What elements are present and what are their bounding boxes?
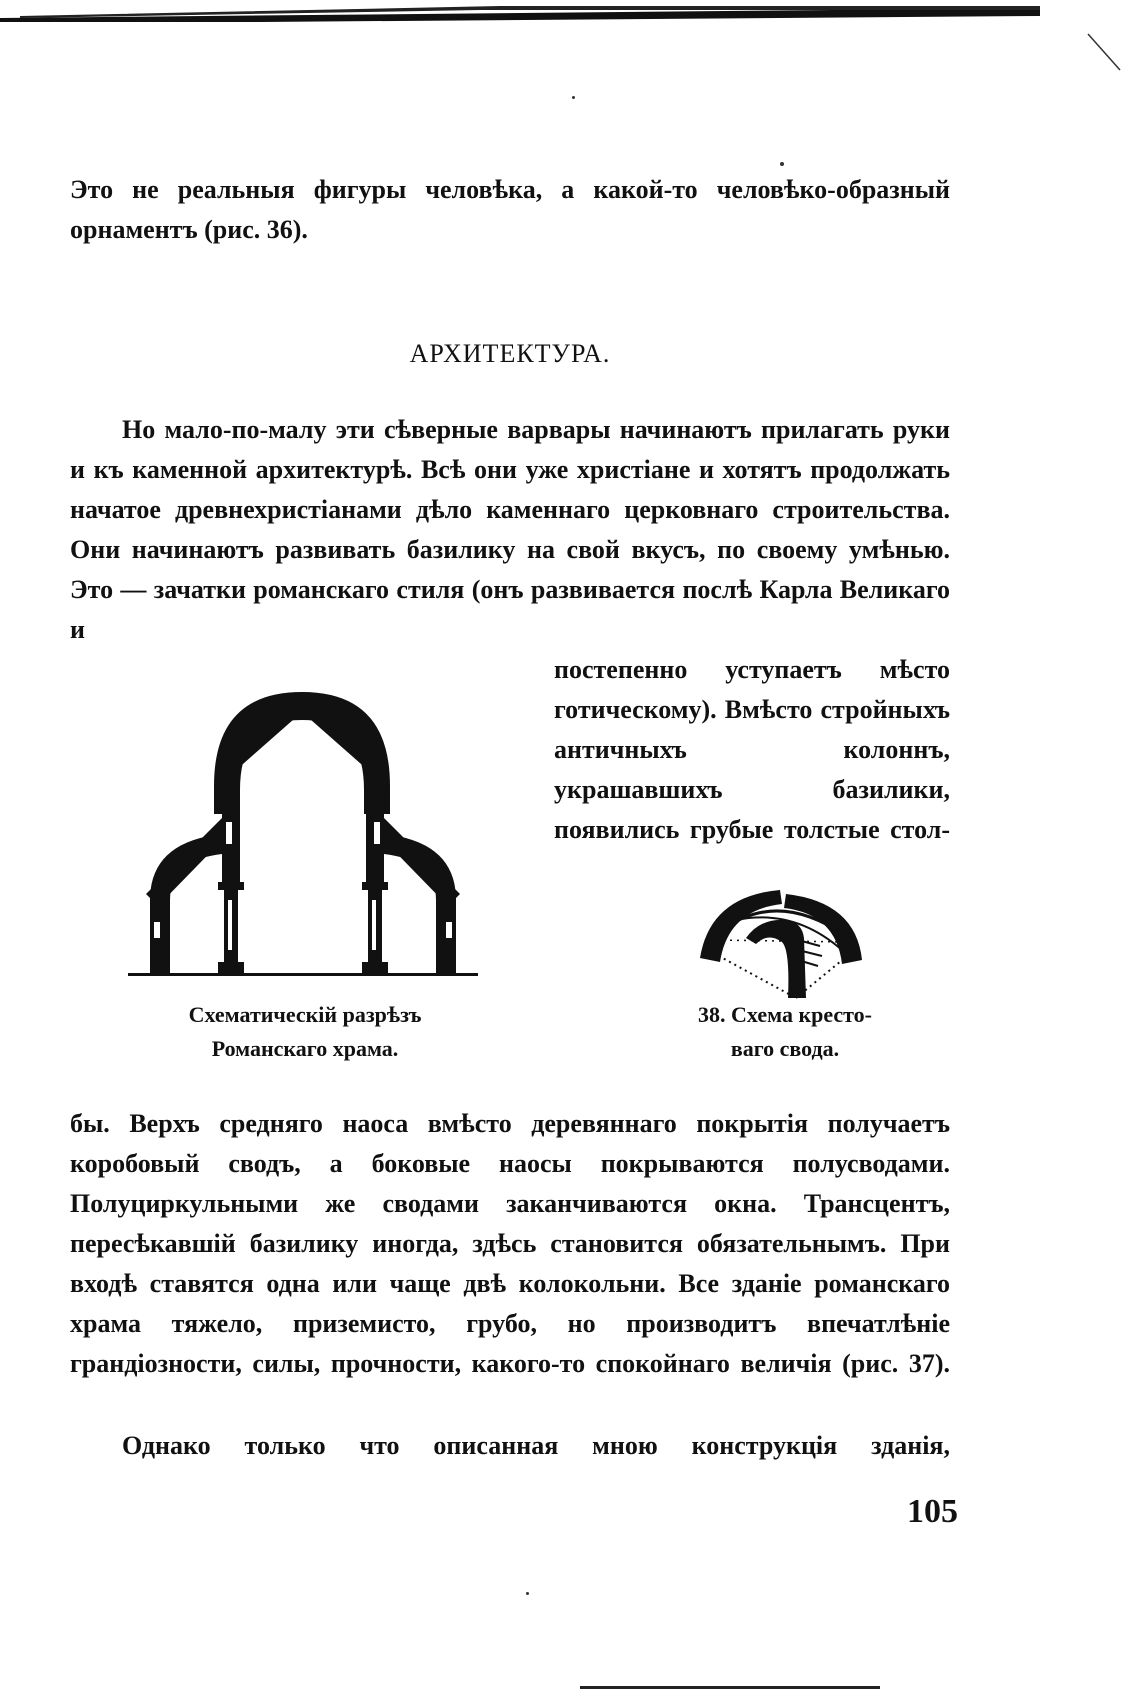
figure-left-caption-line1: Схематическiй разрѣзъ	[188, 1002, 422, 1027]
paragraph-side: постепенно уступаетъ мѣсто готическому). Вмѣсто стройныхъ античныхъ колоннъ, украшавшихъ базилики, появились грубые толстые стол-	[554, 655, 950, 844]
section-heading: АРХИТЕКТУРА.	[409, 339, 611, 368]
speck	[572, 96, 575, 99]
figure-right-caption-line2: ваго свода.	[730, 1036, 840, 1061]
romanesque-church-section-icon	[128, 686, 478, 982]
cross-vault-icon	[686, 880, 876, 1008]
paragraph-continued: бы. Верхъ средняго наоса вмѣсто деревяннаго покрытiя получаетъ коробовый сводъ, а боковые наосы покрываются полусводами. Полуциркульными же сводами заканчиваются окна. Трансцентъ, пересѣкавшiй базилику иногда, здѣсь становится обязательнымъ. При входѣ ставятся одна или чаще двѣ колокольни. Все зданiе романскаго храма тяжело, приземисто, грубо, но производитъ впечатлѣнiе грандiозности, силы, прочности, какого-то спокойнаго величiя (рис. 37).	[70, 1109, 950, 1378]
corner-mark-icon	[1086, 30, 1122, 74]
bottom-rule	[580, 1686, 880, 1689]
opening-text: Это не реальныя фигуры человѣка, а какой-то человѣко-образный орнаментъ (рис. 36).	[70, 175, 950, 244]
figure-left-caption-line2: Романскаго храма.	[211, 1036, 399, 1061]
paragraph-last: Однако только что описанная мною конструкцiя зданiя,	[122, 1431, 950, 1460]
paragraph-main: Но мало-по-малу эти сѣверные варвары начинаютъ прилагать руки и къ каменной архитектурѣ. Всѣ они уже христiане и хотятъ продолжать начатое древнехристiанами дѣло каменнаго церковнаго строительства. Они начинаютъ развивать базилику на свой вкусъ, по своему умѣнью. Это — зачатки романскаго стиля (онъ развивается послѣ Карла Великаго и	[70, 415, 950, 644]
speck	[526, 1592, 529, 1595]
figure-right-caption-line1: 38. Схема кресто-	[698, 1002, 872, 1027]
speck	[780, 162, 784, 166]
top-border-bar	[0, 4, 1040, 22]
page-number: 105	[907, 1493, 958, 1530]
